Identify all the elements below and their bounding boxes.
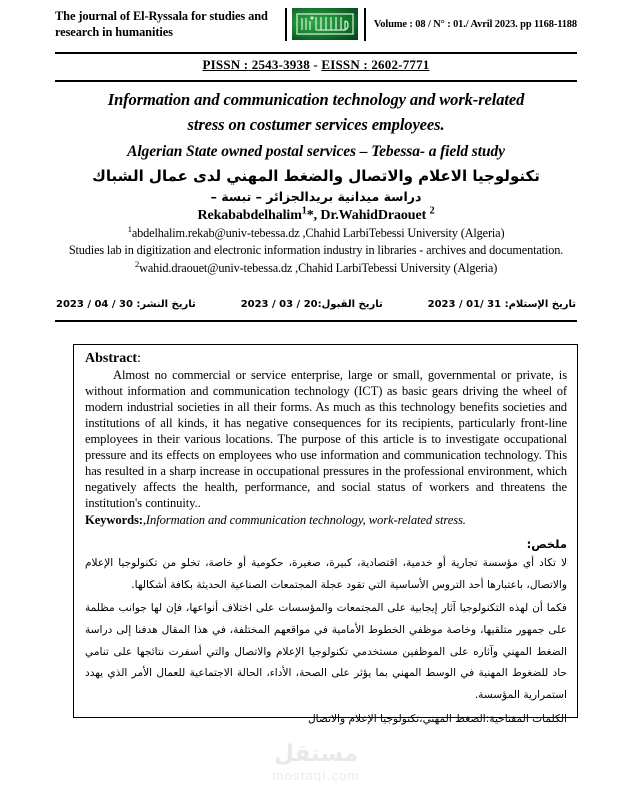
abstract-text: Almost no commercial or service enterprise, large or small, governmental or private, is without information and communication technology (ICT) as basic gears driving the wheel of modern industrial societies in all their forms. As much as this technology benefits societies and institutions of all kinds, it has negative consequences for its recipients, particularly front-line employees in their various locations. The purpose of this article is to investigate occupational pressure and its effects on employees who use information and communication technology. This has resulted in a sharp increase in occupational pressures in the professional environment, which negatively affects the health, performance, and social status of workers and threatens the institution's continuity.. bbox=[85, 368, 567, 510]
affiliation-one-superscript: 1 bbox=[127, 223, 132, 234]
authors-block bbox=[56, 205, 576, 276]
pissn-value: 2543-3938 bbox=[251, 57, 310, 72]
article-title-block bbox=[66, 88, 566, 207]
affiliation-one-lab: Studies lab in digitization and electronic information industry in libraries - archives and documentation. bbox=[68, 243, 564, 258]
date-received: تاريخ الإستلام: 31 /01 / 2023 bbox=[427, 299, 576, 310]
journal-title: The journal of El-Ryssala for studies and research in humanities bbox=[55, 9, 268, 40]
affiliation-two-text: wahid.draouet@univ-tebessa.dz ,Chahid LarbiTebessi University (Algeria) bbox=[139, 260, 498, 275]
masthead-volume-cell bbox=[366, 8, 577, 41]
page-title-en-line3: Algerian State owned postal services – Tebessa- a field study bbox=[127, 142, 505, 160]
watermark-arabic-text: مستقل bbox=[273, 741, 359, 767]
affiliation-two bbox=[56, 258, 576, 276]
issn-line bbox=[0, 57, 632, 73]
date-accepted: تاريخ القبول:20 / 03 / 2023 bbox=[240, 299, 383, 310]
volume-issue-pages: Volume : 08 / N° : 01./ Avril 2023. pp 1168-1188 bbox=[373, 18, 577, 30]
publication-dates bbox=[56, 299, 576, 310]
issn-divider bbox=[55, 80, 577, 82]
abstract-heading-colon: : bbox=[137, 351, 141, 366]
abstract-heading-label: Abstract bbox=[85, 351, 138, 366]
keywords-en-label: Keywords: bbox=[85, 512, 143, 527]
keywords-en-value: ,Information and communication technology, work-related stress. bbox=[142, 512, 466, 527]
page-title-ar-line1: تكنولوجيا الاعلام والاتصال والضغط المهني لدى عمال الشباك bbox=[92, 166, 540, 185]
page-title-en-line1: Information and communication technology and work-related bbox=[107, 90, 525, 109]
journal-logo-icon bbox=[292, 8, 358, 40]
eissn-value: 2602-7771 bbox=[371, 57, 430, 72]
author-names bbox=[56, 205, 576, 224]
affiliation-one-text: abdelhalim.rekab@univ-tebessa.dz ,Chahid LarbiTebessi University (Algeria) bbox=[131, 226, 505, 240]
affiliation-one bbox=[56, 223, 576, 241]
page-title-en-line2: stress on costumer services employees. bbox=[187, 114, 445, 134]
author-one-superscript: 1 bbox=[301, 205, 307, 217]
author-two-name: *, Dr.WahidDraouet bbox=[306, 208, 427, 223]
author-two-superscript: 2 bbox=[429, 205, 435, 217]
abstract-box bbox=[73, 344, 578, 725]
masthead-divider bbox=[55, 52, 577, 54]
masthead-logo-cell bbox=[287, 8, 366, 41]
author-one-name: Rekababdelhalim bbox=[197, 208, 302, 223]
arabic-abstract-paragraph-1: لا تكاد أي مؤسسة تجارية أو خدمية، اقتصادية، كبيرة، صغيرة، حكومية أو خاصة، تخلو من تكنولوجيا الإعلام والاتصال، باعتبارها أحد التروس الأساسية التي تقود عجلة المجتمعات الصناعية الحديثة بكافة أشكالها. bbox=[85, 556, 567, 591]
keywords-en bbox=[85, 513, 567, 528]
affiliation-two-superscript: 2 bbox=[134, 258, 140, 269]
arabic-abstract-heading: ملخص: bbox=[526, 536, 567, 551]
issn-separator: - bbox=[313, 57, 318, 72]
masthead-journal-name-cell bbox=[55, 8, 287, 41]
watermark bbox=[0, 742, 632, 783]
arabic-abstract-paragraph-2: فكما أن لهذه التكنولوجيا آثار إيجابية على المجتمعات والمؤسسات على اختلاف أنواعها، فإن لها جوانب مظلمة على جمهور متلقيها، وخاصة موظفي الخطوط الأمامية في مواقعهم المختلفة، في هذا المقال هدفنا إلى دراسة الضغط المهني وآثاره على الموظفين مستخدمي تكنولوجيا الإعلام والاتصال والتي أسفرت نتائجها على تنامي حاد للضغوط المهنية في الوسط المهني بما يؤثر على الصحة، الأداء، الحالة الاجتماعية للعمال الأمر الذي يهدد استمرارية المؤسسة. bbox=[85, 602, 567, 702]
keywords-ar: الكلمات المفتاحية:الضغط المهني،تكنولوجيا الإعلام والاتصال bbox=[307, 712, 567, 725]
abstract-heading bbox=[85, 351, 567, 367]
eissn-label: EISSN : bbox=[321, 57, 368, 72]
date-published: تاريخ النشر: 30 / 04 / 2023 bbox=[56, 299, 196, 310]
pissn-label: PISSN : bbox=[202, 57, 249, 72]
watermark-latin-text: mostaql.com bbox=[272, 768, 360, 784]
journal-masthead bbox=[55, 8, 577, 41]
page-title-ar-line2: دراسة ميدانية بريدالجزائر – تبسة – bbox=[210, 189, 422, 205]
dates-divider bbox=[55, 320, 577, 322]
